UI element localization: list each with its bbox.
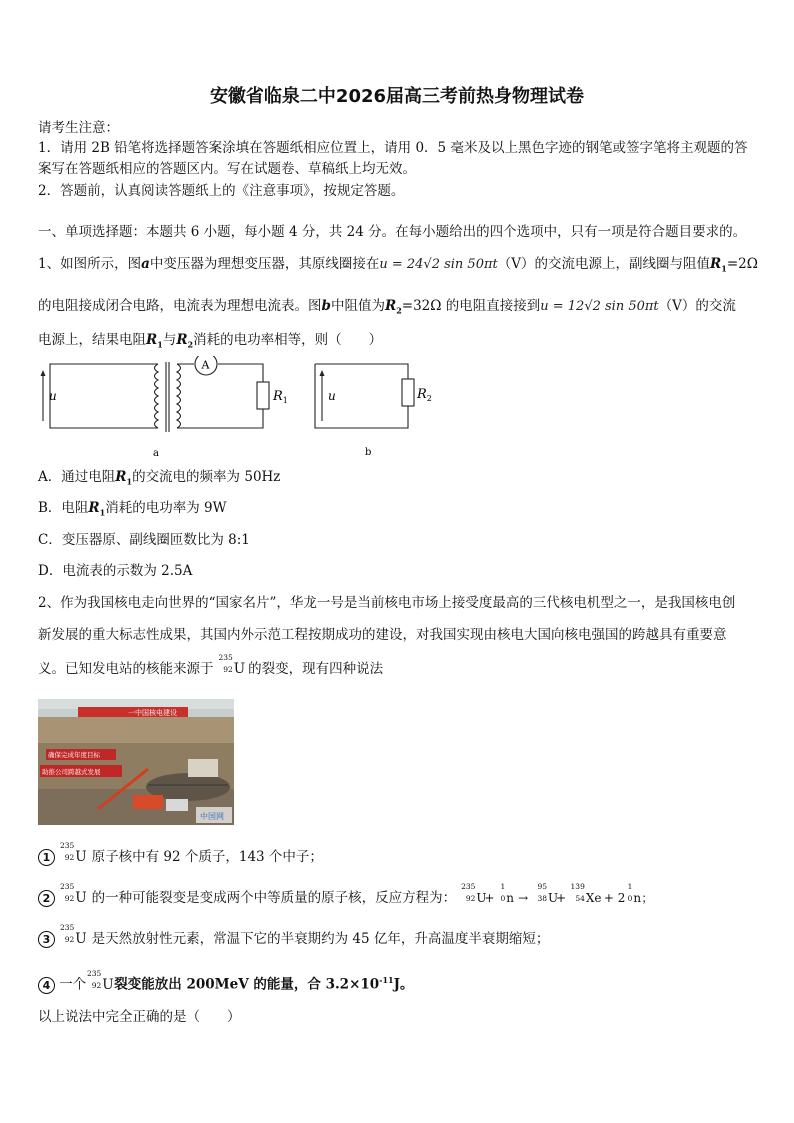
u-label-b: u [328,389,336,403]
sign-1: 确保完成年度目标 [48,751,100,759]
r2-label: $R_2$ [417,387,432,403]
banner-text: 一中国核电建设 [128,709,177,717]
q1-formula-2: u = 12√2 sin 50πt [540,299,659,314]
fig-b-wire [315,364,408,379]
q1-text: =2Ω [726,256,758,272]
q1-text: 的电阻接成闭合电路，电流表为理想电流表。图 [38,298,322,314]
q1-text: 中阻值为 [330,298,385,314]
primary-wire [50,364,158,428]
q1-r2: R [384,298,397,314]
q1-option-a: A．通过电阻$R_1$的交流电的频率为 50Hz [38,469,281,487]
q1-fig-ref: a [141,256,150,272]
notice-heading: 请考生注意： [38,120,119,136]
secondary-coil-icon [177,364,181,428]
q2-line-3: 义。已知发电站的核能来源于 235 92 U 的裂变，现有四种说法 [38,653,384,677]
construction-photo [38,699,234,825]
u-label-a: u [49,389,57,403]
q1-option-d: D．电流表的示数为 2.5A [38,563,193,579]
notice-item-1-line-2: 案写在答题纸相应的答题区内。写在试题卷、草稿纸上均无效。 [38,161,416,177]
caption-b: b [365,447,372,458]
q1-text: 电源上，结果电阻 [38,332,146,348]
q2-line-2: 新发展的重大标志性成果，其国内外示范工程按期成功的建设，对我国实现由核电大国向核电强国的跨越具有重要意 [38,627,727,643]
statement-3: 3 235 92 U 是天然放射性元素，常温下它的半衰期约为 45 亿年，升高温度半衰期缩短； [38,930,549,948]
q1-r1: R [146,332,158,348]
q1-text: =32Ω 的电阻直接接到 [401,298,541,314]
fission-equation: 235 92 U+ 1 0 n → 95 38 U+ 139 54 Xe + 2 1 0 n； [461,882,654,905]
statement-4: 4 一个 235 92 U裂变能放出 200MeV 的能量，合 $3.2\times 10^{-11}J$。 [38,971,414,994]
sign-2: 助推公司跨越式发展 [42,768,101,776]
q1-line-2 [38,297,736,320]
section-heading: 一、单项选择题：本题共 6 小题，每小题 4 分，共 24 分。在每小题给出的四个选项中，只有一项是符合题目要求的。 [38,224,747,240]
number-badge: 2 [38,890,55,907]
secondary-wire [218,364,263,382]
statement-1: 1 235 92 U 原子核中有 92 个质子，143 个中子； [38,848,323,866]
q1-line-3 [38,331,382,354]
q1-r1: R [710,256,722,272]
q2-question: 以上说法中完全正确的是（ ） [38,1009,241,1025]
q1-text: 1、如图所示，图 [38,256,142,272]
caption-a: a [153,448,159,459]
number-badge: 4 [38,977,55,994]
q1-r2-sub: 2 [396,305,402,316]
resistor-r2-icon [402,379,414,406]
q1-fig-ref: b [321,298,331,314]
q1-text: 消耗的电功率相等，则（ ） [193,332,383,348]
q2-line-1: 2、作为我国核电走向世界的“国家名片”，华龙一号是当前核电市场上接受度最高的三代核电机型之一，是我国核电创 [38,595,736,611]
q1-option-b: B．电阻$R_1$消耗的电功率为 9W [38,500,227,518]
ammeter-label: A [201,358,210,372]
q1-r2: R [176,332,188,348]
r1-label: $R_1$ [273,389,288,405]
number-badge: 1 [38,849,55,866]
notice-item-1-line-1: 1．请用 2B 铅笔将选择题答案涂填在答题纸相应位置上，请用 0．5 毫米及以上黑色字迹的钢笔或签字笔将主观题的答 [38,140,748,156]
q1-line-1 [38,255,758,278]
resistor-r1-icon [257,382,269,409]
q1-r1-sub: 1 [721,263,727,274]
q1-text: （V）的交流电源上，副线圈与阻值 [497,256,710,272]
statement-2: 2 235 92 U 的一种可能裂变是变成两个中等质量的原子核，反应方程为： 235 92 U+ 1 0 n → 95 38 U+ 139 54 Xe + 2 1 0 n； [38,889,653,907]
q1-text: 中变压器为理想变压器，其原线圈接在 [149,256,380,272]
primary-coil-icon [155,364,159,428]
q1-formula-1: u = 24√2 sin 50πt [379,257,498,272]
q1-option-c: C．变压器原、副线圈匝数比为 8:1 [38,532,250,548]
secondary-wire [177,409,263,428]
q1-text: （V）的交流 [658,298,736,314]
notice-item-2: 2．答题前，认真阅读答题纸上的《注意事项》，按规定答题。 [38,183,405,199]
page-title: 安徽省临泉二中2026届高三考前热身物理试卷 [209,86,585,107]
nuclide-u235: 235 92 U [218,653,246,677]
circuit-diagram [38,356,458,461]
watermark: 中国网 [200,812,224,821]
number-badge: 3 [38,931,55,948]
q1-r2-sub: 2 [187,339,194,350]
q1-text: 与 [162,332,177,348]
q1-r1-sub: 1 [157,339,163,350]
